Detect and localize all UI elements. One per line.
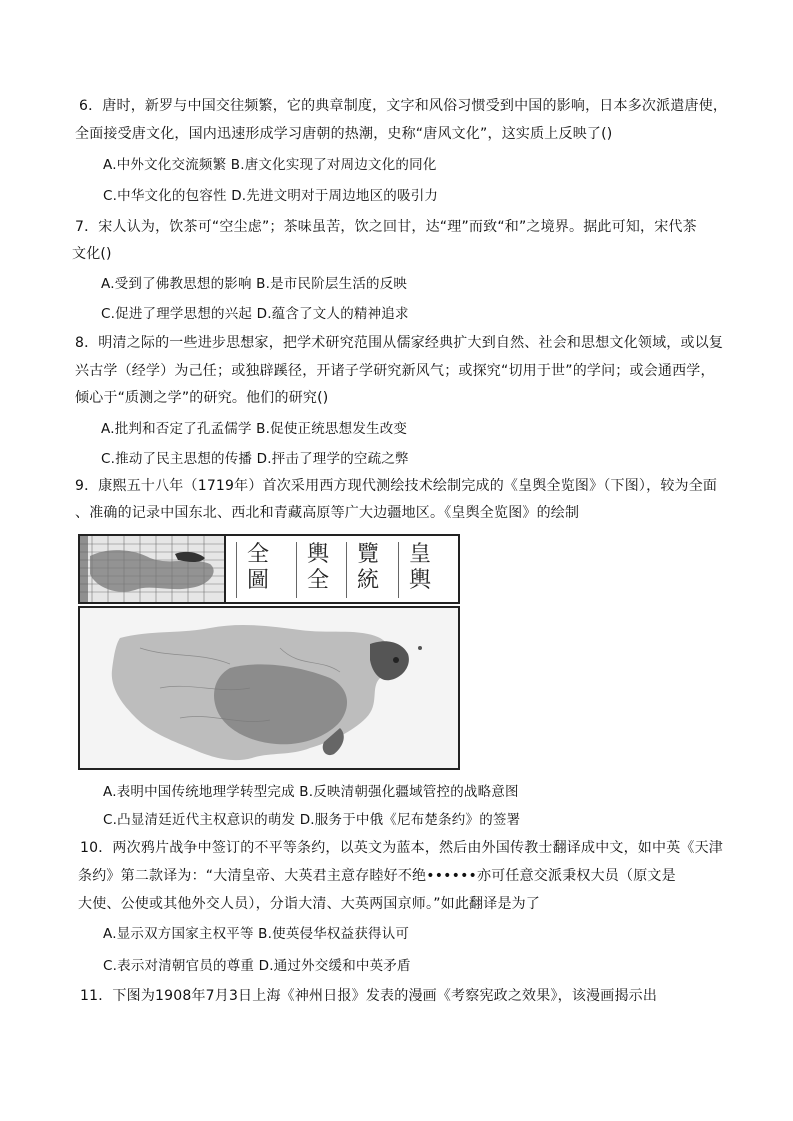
q9-options-ab: A.表明中国传统地理学转型完成 B.反映清朝强化疆域管控的战略意图 [103, 784, 519, 800]
q9-line-1: 9．康熙五十八年（1719年）首次采用西方现代测绘技术绘制完成的《皇舆全览图》（下图），较为全面 [75, 478, 718, 494]
map-title-char: 輿 [408, 568, 431, 593]
q6-options-ab: A.中外文化交流频繁 B.唐文化实现了对周边文化的同化 [103, 157, 437, 173]
map-title-char: 皇 [408, 542, 431, 567]
q10-line-1: 10．两次鸦片战争中签订的不平等条约，以英文为蓝本，然后由外国传教士翻译成中文，如中英《天津 [80, 840, 724, 856]
map-title-char: 覽 [356, 542, 379, 567]
map-title-char: 統 [356, 568, 379, 593]
q7-options-cd: C.促进了理学思想的兴起 D.蕴含了文人的精神追求 [101, 306, 409, 322]
q10-options-cd: C.表示对清朝官员的尊重 D.通过外交缓和中英矛盾 [103, 958, 411, 974]
map-title-char: 圖 [246, 568, 269, 593]
map-title-char: 全 [306, 568, 329, 593]
q6-line-2: 全面接受唐文化，国内迅速形成学习唐朝的热潮，史称“唐风文化”，这实质上反映了() [75, 126, 613, 142]
q8-options-cd: C.推动了民主思想的传播 D.抨击了理学的空疏之弊 [101, 451, 409, 467]
q7-options-ab: A.受到了佛教思想的影响 B.是市民阶层生活的反映 [101, 276, 408, 292]
map-title-char: 輿 [306, 542, 329, 567]
q6-line-1: 6．唐时，新罗与中国交往频繁，它的典章制度，文字和风俗习惯受到中国的影响，日本多次派遣唐使， [79, 98, 728, 114]
q9-options-cd: C.凸显清廷近代主权意识的萌发 D.服务于中俄《尼布楚条约》的签署 [103, 812, 521, 828]
q6-options-cd: C.中华文化的包容性 D.先进文明对于周边地区的吸引力 [103, 188, 439, 204]
q7-line-1: 7．宋人认为，饮茶可“空尘虑”；茶味虽苦，饮之回甘，达“理”而致“和”之境界。据此可知，宋代茶 [75, 219, 697, 235]
q10-line-2: 条约》第二款译为：“大清皇帝、大英君主意存睦好不绝••••••亦可任意交派秉权大员（原文是 [78, 868, 676, 884]
map-title-char: 全 [246, 542, 269, 567]
q7-line-2: 文化() [72, 246, 112, 262]
map-image [78, 606, 460, 770]
q8-line-1: 8．明清之际的一些进步思想家，把学术研究范围从儒家经典扩大到自然、社会和思想文化领域，或以复 [75, 335, 724, 351]
map-title-panel [78, 534, 460, 604]
map-title-col-1 [236, 542, 279, 598]
q11-line-1: 11．下图为1908年7月3日上海《神州日报》发表的漫画《考察宪政之效果》，该漫画揭示出 [80, 988, 658, 1004]
map-title-col-3 [346, 542, 389, 598]
q9-line-2: 、准确的记录中国东北、西北和青藏高原等广大边疆地区。《皇舆全览图》的绘制 [75, 505, 580, 521]
map-title-col-2 [296, 542, 339, 598]
q8-line-3: 倾心于“质测之学”的研究。他们的研究() [75, 390, 329, 406]
map-thumbnail [80, 536, 226, 602]
q8-line-2: 兴古学（经学）为己任；或独辟蹊径，开诸子学研究新风气；或探究“切用于世”的学问；或会通西学， [75, 363, 715, 379]
q10-options-ab: A.显示双方国家主权平等 B.使英侵华权益获得认可 [103, 926, 410, 942]
map-figure [78, 534, 460, 770]
q8-options-ab: A.批判和否定了孔孟儒学 B.促使正统思想发生改变 [101, 421, 408, 437]
q10-line-3: 大使、公使或其他外交人员），分诣大清、大英两国京师。”如此翻译是为了 [78, 896, 541, 912]
map-title-col-4 [398, 542, 441, 598]
